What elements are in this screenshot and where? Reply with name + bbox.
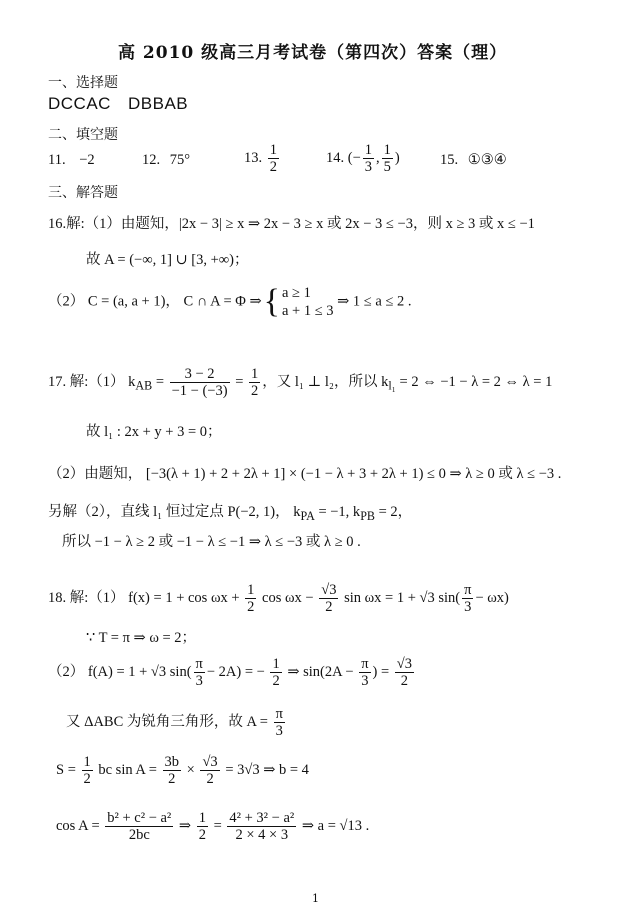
q18-l6-f3-den: 2 × 4 × 3: [235, 827, 289, 843]
q18-l3-pre: （2） f(A) = 1 + √3 sin(: [48, 663, 192, 680]
q12-answer: 75°: [169, 152, 191, 168]
q18-line1: [48, 582, 509, 615]
q18-l1-f3-den: 3: [464, 599, 472, 615]
q14-comma: ,: [376, 149, 380, 166]
q18-l1-f1-num: 1: [247, 582, 255, 598]
q14-f2-denominator: 5: [383, 159, 391, 175]
q18-line5: [56, 754, 309, 787]
q16-line3-post: ⇒ 1 ≤ a ≤ 2 .: [337, 293, 412, 310]
q18-l5-mid2: ×: [186, 761, 195, 778]
q17-f1-denominator: −1 − (−3): [171, 383, 228, 399]
q18-l5-end: = 3√3 ⇒ b = 4: [225, 761, 309, 778]
q18-l1-mid2: sin ωx = 1 + √3 sin(: [344, 589, 461, 606]
q11-number: 11.: [48, 152, 66, 168]
q18-l1-f3-num: π: [464, 582, 472, 598]
q18-l6-fraction-3: [227, 810, 296, 843]
section-heading-mc: 一、选择题: [48, 75, 118, 91]
q18-l5-f1-den: 2: [83, 771, 91, 787]
q14-f2-numerator: 1: [383, 142, 391, 158]
q14-fraction-2: [382, 142, 393, 175]
q18-l5-f3-den: 2: [206, 771, 214, 787]
q16-case2: a + 1 ≤ 3: [281, 303, 334, 319]
q14-open: (−: [347, 149, 361, 166]
mc-answers-group1: DCCAC: [48, 94, 111, 113]
q17-alt1-sub2: PB: [360, 508, 375, 523]
q17-alt-line1: [48, 500, 412, 524]
q18-l1-fraction-3: [462, 582, 473, 615]
q18-l5-fraction-2: [163, 754, 182, 787]
q18-l1-f2-den: 2: [325, 599, 333, 615]
q16-line3: [48, 284, 412, 320]
q17-l1-post: ，又 l₁ ⊥ l₂，所以 k: [262, 373, 389, 390]
q17-f2-denominator: 2: [251, 383, 259, 399]
q18-l4-f-den: 3: [275, 723, 283, 739]
fill-q12: [142, 152, 190, 169]
q18-l5-f3-num: √3: [202, 754, 218, 770]
q18-l6-f2-num: 1: [198, 810, 206, 826]
q18-l3-mid3: ) =: [372, 663, 390, 680]
q17-line3: （2）由题知， [−3(λ + 1) + 2 + 2λ + 1] × (−1 − λ + 3 + 2λ + 1) ≤ 0 ⇒ λ ≥ 0 或 λ ≤ −3 .: [48, 466, 562, 482]
q18-l4-pre: 又 ΔABC 为锐角三角形，故 A =: [66, 713, 268, 730]
q18-l1-fraction-2: [319, 582, 338, 615]
q18-l5-mid1: bc sin A =: [98, 761, 157, 778]
q18-line6: [56, 810, 369, 843]
q17-l1-end: = 2 ⇔ −1 − λ = 2 ⇔ λ = 1: [395, 373, 553, 390]
q13-denominator: 2: [269, 159, 277, 175]
q12-number: 12.: [142, 152, 161, 168]
q17-line2: 故 l₁ : 2x + y + 3 = 0；: [86, 424, 222, 440]
cases-brace-icon: {: [263, 283, 280, 320]
fill-q13: [244, 142, 281, 175]
q18-l3-f4-den: 2: [400, 673, 409, 689]
q15-answer: ①③④: [467, 152, 507, 168]
q18-l3-fraction-2: [270, 656, 281, 689]
q17-f2-numerator: 1: [251, 366, 259, 382]
q18-l3-fraction-3: [359, 656, 370, 689]
q14-f1-denominator: 3: [364, 159, 373, 175]
q18-l3-fraction-4: [395, 656, 414, 689]
q15-number: 15.: [440, 152, 459, 168]
q18-l4-fraction: [274, 706, 285, 739]
fill-q15: [440, 152, 507, 169]
q14-close: ): [394, 149, 400, 166]
q18-l6-f1-num: b² + c² − a²: [107, 810, 172, 826]
q18-l1-end: − ωx): [475, 589, 509, 606]
q18-l3-f3-num: π: [361, 656, 369, 672]
q18-l5-f2-num: 3b: [164, 754, 180, 770]
q17-alt1: 另解（2），直线 l₁ 恒过定点 P(−2, 1)， k: [48, 504, 301, 520]
q17-alt1-end: = 2，: [374, 504, 413, 520]
q17-l1-sub: AB: [135, 378, 153, 393]
fill-q14: [326, 142, 400, 175]
q18-l1-pre: 18. 解:（1） f(x) = 1 + cos ωx +: [48, 589, 240, 606]
q18-l6-mid2: =: [213, 817, 222, 834]
q18-l5-fraction-1: [82, 754, 93, 787]
q17-alt-line2: 所以 −1 − λ ≥ 2 或 −1 − λ ≤ −1 ⇒ λ ≤ −3 或 λ ≥ 0 .: [62, 534, 361, 550]
q14-f1-numerator: 1: [364, 142, 373, 158]
section-heading-solve: 三、解答题: [48, 185, 118, 201]
q18-line4: [66, 706, 287, 739]
q18-l3-mid1: − 2A) = −: [206, 663, 265, 680]
q17-f1-numerator: 3 − 2: [170, 366, 230, 383]
q13-number: 13.: [244, 149, 263, 166]
q17-l1-eq: =: [155, 373, 164, 390]
q16-line3-pre: （2） C = (a, a + 1)， C ∩ A = Φ ⇒: [48, 293, 262, 310]
q18-l1-f2-num: √3: [321, 582, 337, 598]
q18-l5-fraction-3: [200, 754, 219, 787]
page-title: 高 2010 级高三月考试卷（第四次）答案（理）: [118, 43, 508, 63]
q16-cases: [282, 284, 334, 320]
q18-l5-pre: S =: [56, 761, 76, 778]
q11-answer: −2: [79, 152, 95, 168]
q18-l4-f-num: π: [275, 706, 283, 722]
mc-answers-group2: DBBAB: [128, 94, 189, 113]
q18-l1-fraction-1: [245, 582, 256, 615]
q14-number: 14.: [326, 149, 345, 166]
q17-l1-mid: =: [235, 373, 244, 390]
q17-alt1-sub1: PA: [300, 508, 315, 523]
q18-l5-f2-den: 2: [168, 771, 176, 787]
q18-l6-f3-num: 4² + 3² − a²: [229, 810, 295, 826]
q18-l6-mid1: ⇒: [178, 817, 192, 834]
q18-l6-end: ⇒ a = √13 .: [301, 817, 370, 834]
section-heading-fill: 二、填空题: [48, 127, 118, 143]
q18-l3-f1-num: π: [195, 656, 203, 672]
q14-fraction-1: [363, 142, 374, 175]
q17-l1-sub2: l₁: [388, 378, 396, 393]
q18-l3-f3-den: 3: [361, 673, 369, 689]
q18-l6-pre: cos A =: [56, 817, 100, 834]
q18-l6-f1-den: 2bc: [128, 827, 150, 843]
q18-l1-f1-den: 2: [247, 599, 255, 615]
q17-l1-pre: 17. 解:（1） k: [48, 373, 136, 390]
q18-line3: [48, 656, 416, 689]
q13-numerator: 1: [269, 142, 277, 158]
q18-l3-mid2: ⇒ sin(2A −: [287, 663, 354, 680]
q18-l5-f1-num: 1: [83, 754, 91, 770]
q17-alt1-mid: = −1, k: [314, 504, 361, 520]
q18-l6-fraction-1: [105, 810, 173, 843]
q16-case1: a ≥ 1: [281, 285, 311, 301]
fill-q11: [48, 152, 95, 169]
q18-l3-f4-num: √3: [396, 656, 413, 672]
q18-l6-fraction-2: [197, 810, 208, 843]
q17-line1: [48, 366, 552, 399]
page-number: 1: [312, 892, 319, 905]
q18-line2: ∵ T = π ⇒ ω = 2；: [86, 630, 197, 646]
q18-l3-f1-den: 3: [195, 673, 203, 689]
q18-l3-f2-num: 1: [272, 656, 280, 672]
q18-l3-f2-den: 2: [272, 673, 280, 689]
q18-l6-f2-den: 2: [198, 827, 206, 843]
q16-line2: 故 A = (−∞, 1] ∪ [3, +∞)；: [86, 252, 249, 268]
q18-l1-mid1: cos ωx −: [262, 589, 314, 606]
q16-line1: 16.解:（1）由题知，|2x − 3| ≥ x ⇒ 2x − 3 ≥ x 或 2x − 3 ≤ −3，则 x ≥ 3 或 x ≤ −1: [48, 216, 535, 232]
q18-l3-fraction-1: [194, 656, 205, 689]
q17-fraction-2: [249, 366, 260, 399]
q13-fraction: [268, 142, 279, 175]
q17-fraction-1: [170, 366, 230, 399]
